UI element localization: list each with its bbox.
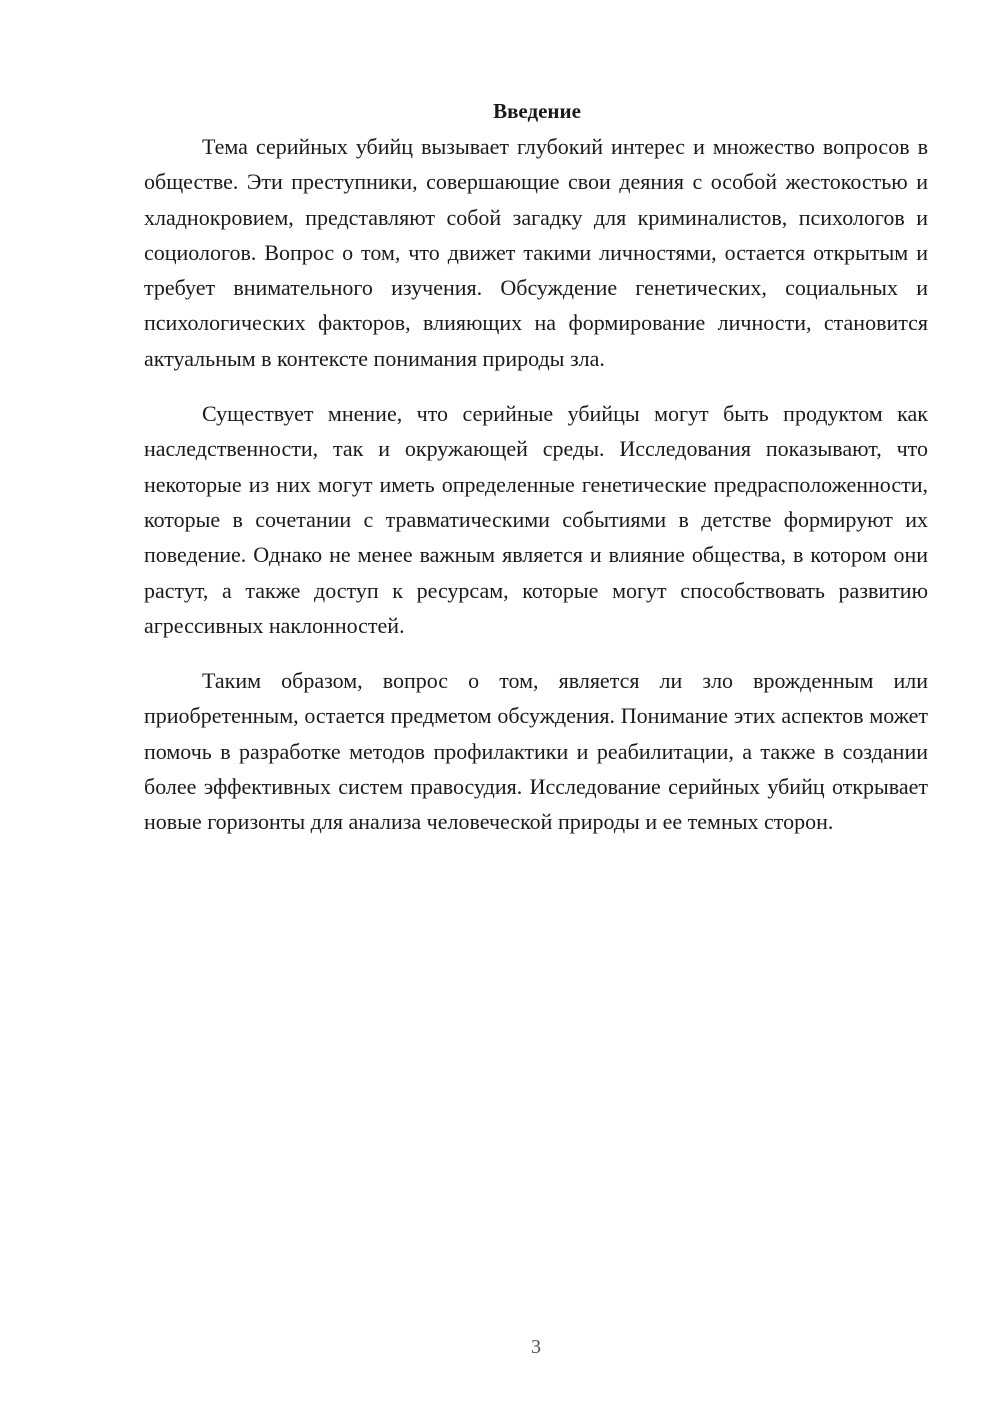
paragraph-2: Существует мнение, что серийные убийцы могут быть продуктом как наследственности, так и окружающей среды. Исследования показывают, что некоторые из них могут иметь определенные генетические предрасположенности, которые в сочетании с травматическими событиями в детстве формируют их поведение. Однако не менее важным является и влияние общества, в котором они растут, а также доступ к ресурсам, которые могут способствовать развитию агрессивных наклонностей. bbox=[144, 401, 928, 638]
paragraph-1: Тема серийных убийц вызывает глубокий интерес и множество вопросов в обществе. Эти преступники, совершающие свои деяния с особой жестокостью и хладнокровием, представляют собой загадку для криминалистов, психологов и социологов. Вопрос о том, что движет такими личностями, остается открытым и требует внимательного изучения. Обсуждение генетических, социальных и психологических факторов, влияющих на формирование личности, становится актуальным в контексте понимания природы зла. bbox=[144, 134, 928, 371]
section-heading: Введение bbox=[493, 99, 581, 123]
page-number: 3 bbox=[531, 1336, 541, 1358]
page-body bbox=[144, 94, 928, 840]
paragraph-3: Таким образом, вопрос о том, является ли зло врожденным или приобретенным, остается предметом обсуждения. Понимание этих аспектов может помочь в разработке методов профилактики и реабилитации, а также в создании более эффективных систем правосудия. Исследование серийных убийц открывает новые горизонты для анализа человеческой природы и ее темных сторон. bbox=[144, 668, 928, 835]
